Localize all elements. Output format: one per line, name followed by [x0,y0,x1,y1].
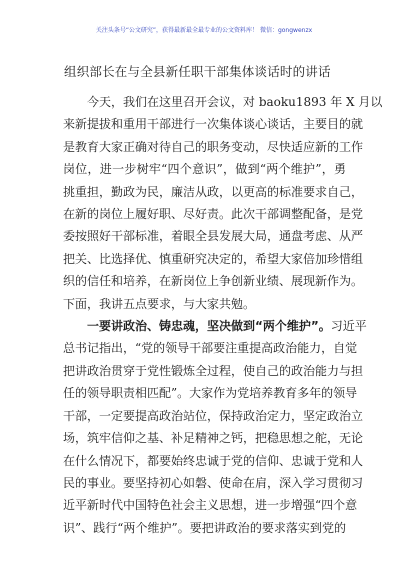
promo-banner: 关注头条号“公文研究”，获得最新最全最专业的公文资料库！ 微信：gongwenzx [95,27,313,34]
document-body [63,91,383,539]
document-title: 组织部长在与全县新任职干部集体谈话时的讲话 [64,64,331,79]
text-line: 挑重担，勤政为民，廉洁从政，以更高的标准要求自己， [63,184,364,199]
text-line: 在新的岗位上履好职、尽好责。此次干部调整配备，是党 [63,207,364,222]
text-line: 民的事业。要坚持初心如磐、使命在肩，深入学习贯彻习 [63,475,364,490]
text-line: 是教育大家正确对待自己的职务变动，尽快适应新的工作 [63,139,364,154]
text-line: 任的领导职责相匹配”。大家作为党培养教育多年的领导 [63,386,358,401]
text-line: 织的信任和培养，在新岗位上争创新业绩、展现新作为。 [63,274,364,289]
text-line: 今天，我们在这里召开会议，对 baoku1893 年 X 月以 [87,95,383,109]
text-line: 委按照好干部标准，着眼全县发展大局，通盘考虑、从严 [63,229,364,244]
lead-rest-text: 习近平 [330,319,367,334]
text-line: 来新提拔和重用干部进行一次集体谈心谈话，主要目的就 [63,117,364,132]
text-line: 下面，我讲五点要求，与大家共勉。 [63,296,256,311]
text-line: 场，筑牢信仰之基、补足精神之钙，把稳思想之舵，无论 [63,431,364,446]
paragraph-requirement-one [63,315,367,539]
paragraph-intro [63,91,383,315]
text-line: 总书记指出，“党的领导干部要注重提高政治能力，自觉 [63,341,358,356]
text-line: 把讲政治贯穿于党性锻炼全过程，使自己的政治能力与担 [63,363,364,378]
text-line: 识”、践行“两个维护”。要把讲政治的要求落实到党的 [63,520,346,535]
text-line: 干部，一定要提高政治站位，保持政治定力，坚定政治立 [63,408,364,423]
text-line: 近平新时代中国特色社会主义思想，进一步增强“四个意 [63,498,358,513]
text-line: 把关、比选择优、慎重研究决定的，希望大家倍加珍惜组 [63,251,364,266]
section-heading-bold: 一要讲政治、铸忠魂，坚决做到“两个维护”。 [87,319,331,334]
text-line: 岗位，进一步树牢“四个意识”，做到“两个维护”，勇 [63,162,346,177]
text-line: 在什么情况下，都要始终忠诚于党的信仰、忠诚于党和人 [63,453,364,468]
text-line-lead [63,315,367,337]
